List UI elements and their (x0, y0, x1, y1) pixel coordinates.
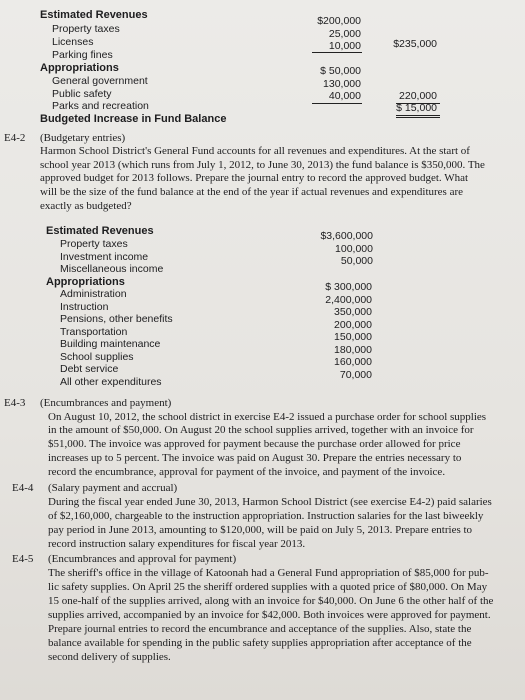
exercise-title: (Budgetary entries) (40, 132, 126, 144)
top-revenue-amount: 10,000 (328, 40, 361, 52)
exercise-text-line: increases up to 5 percent. The invoice was paid on August 30. Prepare the entries necessary to (48, 452, 462, 464)
exercise-text-line: supplies arrived, accompanied by an invoice for $42,000. Both invoices were approved for payment. (48, 609, 491, 621)
top-appropriations-total: 220,000 (399, 90, 437, 102)
e42-revenue-amount: 50,000 (340, 255, 373, 267)
exercise-text-line: in the amount of $50,000. On August 20 the school supplies arrived, together with an invoice for (48, 424, 474, 436)
exercise-text-line: Prepare journal entries to record the encumbrance and acceptance of the supplies. Also, state the (48, 623, 472, 635)
top-revenues-header: Estimated Revenues (40, 9, 148, 21)
top-revenue-amount: 25,000 (328, 28, 361, 40)
top-revenue-label: Property taxes (52, 23, 120, 35)
exercise-text-line: balance available for spending in the public safety supplies appropriation after acceptance of the (48, 637, 472, 649)
top-appropriation-label: General government (52, 75, 148, 87)
e42-appropriation-amount: 180,000 (334, 344, 372, 356)
double-rule (396, 115, 440, 116)
exercise-text-line: pay period in June 2013, amounting to $120,000, will be paid on July 5, 2013. Prepare entries to (48, 524, 473, 536)
e42-revenue-label: Miscellaneous income (60, 263, 164, 275)
exercise-title: (Encumbrances and payment) (40, 397, 172, 409)
top-appropriation-label: Public safety (52, 88, 112, 100)
exercise-number: E4-5 (12, 553, 34, 565)
subtotal-rule (312, 52, 362, 53)
exercise-text-line: lic safety supplies. On April 25 the sheriff ordered supplies with a quoted price of $80,000. On May (48, 581, 488, 593)
e42-appropriation-amount: 150,000 (334, 331, 372, 343)
exercise-title: (Encumbrances and approval for payment) (48, 553, 237, 565)
e42-appropriation-label: Administration (60, 288, 127, 300)
e42-appropriation-label: Building maintenance (60, 338, 161, 350)
exercise-text-line: On August 10, 2012, the school district in exercise E4-2 issued a purchase order for school supplies (48, 411, 487, 423)
exercise-number: E4-4 (12, 482, 34, 494)
exercise-text-line: approved budget for 2013 follows. Prepare the journal entry to record the approved budget. What (40, 172, 469, 184)
top-revenue-label: Licenses (52, 36, 94, 48)
top-revenues-total: $235,000 (393, 38, 437, 50)
exercise-text-line: 15 one-half of the supplies arrived, along with an invoice for $40,000. On June 6 the other half of the (48, 595, 494, 607)
exercise-text-line: record instruction salary expenditures for fiscal year 2013. (48, 538, 306, 550)
e42-appropriation-label: School supplies (60, 351, 134, 363)
e42-revenue-label: Investment income (60, 251, 149, 263)
e42-appropriation-amount: 160,000 (334, 356, 372, 368)
e42-appropriation-label: All other expenditures (60, 376, 162, 388)
exercise-text-line: During the fiscal year ended June 30, 2013, Harmon School District (see exercise E4-2) paid salaries (48, 496, 492, 508)
e42-appropriation-label: Pensions, other benefits (60, 313, 173, 325)
e42-appropriation-label: Debt service (60, 363, 119, 375)
exercise-text-line: The sheriff's office in the village of Katoonah had a General Fund appropriation of $85,000 for pub- (48, 567, 489, 579)
e42-appropriation-amount: 200,000 (334, 319, 372, 331)
e42-appropriation-amount: 2,400,000 (325, 294, 372, 306)
e42-appropriation-amount: 350,000 (334, 306, 372, 318)
exercise-text-line: second delivery of supplies. (48, 651, 171, 663)
top-appropriation-label: Parks and recreation (52, 100, 149, 112)
exercise-number: E4-3 (4, 397, 26, 409)
exercise-text-line: of $2,160,000, chargeable to the instruction appropriation. Instruction salaries for the last biweekly (48, 510, 484, 522)
top-appropriation-amount: 130,000 (323, 78, 361, 90)
exercise-text-line: will be the size of the fund balance at the end of the year if actual revenues and expenditures are (40, 186, 464, 198)
e42-revenue-amount: 100,000 (335, 243, 373, 255)
top-appropriation-amount: 40,000 (328, 90, 361, 102)
exercise-number: E4-2 (4, 132, 26, 144)
increase-amount: $ 15,000 (396, 102, 437, 114)
e42-appropriation-amount: 70,000 (339, 369, 372, 381)
double-rule (396, 117, 440, 118)
top-appropriations-header: Appropriations (40, 62, 119, 74)
exercise-text-line: exactly as budgeted? (40, 200, 132, 212)
increase-label: Budgeted Increase in Fund Balance (40, 113, 227, 125)
exercise-text-line: record the encumbrance, approval for payment of the invoice, and payment of the invoice. (48, 466, 446, 478)
e42-appropriation-label: Transportation (60, 326, 128, 338)
e42-appropriation-amount: $ 300,000 (325, 281, 372, 293)
top-revenue-amount: $200,000 (317, 15, 361, 27)
exercise-text-line: school year 2013 (which runs from July 1, 2012, to June 30, 2013) the fund balance is $350,000. The (40, 159, 485, 171)
exercise-title: (Salary payment and accrual) (48, 482, 178, 494)
top-appropriation-amount: $ 50,000 (320, 65, 361, 77)
e42-revenue-label: Property taxes (60, 238, 128, 250)
subtotal-rule (312, 103, 362, 104)
exercise-text-line: $51,000. The invoice was approved for payment because the purchase order allowed for price (48, 438, 461, 450)
e42-appropriations-header: Appropriations (46, 276, 125, 288)
e42-revenue-amount: $3,600,000 (320, 230, 373, 242)
exercise-text-line: Harmon School District's General Fund accounts for all revenues and expenditures. At the start of (40, 145, 470, 157)
e42-appropriation-label: Instruction (60, 301, 109, 313)
top-revenue-label: Parking fines (52, 49, 113, 61)
e42-revenues-header: Estimated Revenues (46, 225, 154, 237)
